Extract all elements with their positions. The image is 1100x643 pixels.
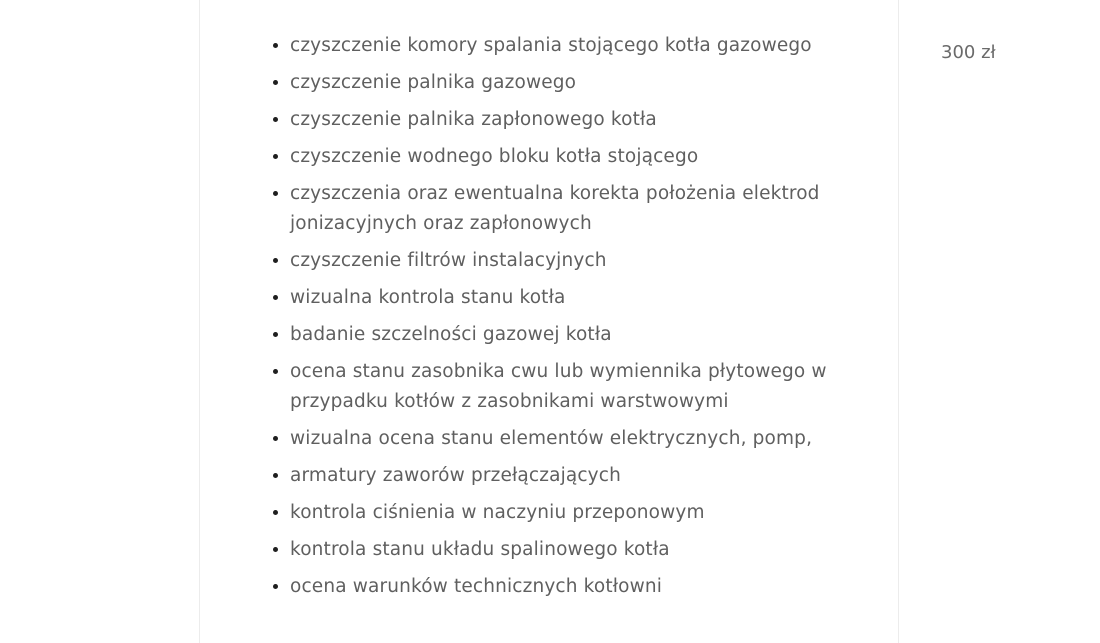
service-name-line [0,38,139,69]
column-divider-right [898,0,899,643]
list-item: • czyszczenie komory spalania stojącego kotła gazowego [290,31,890,62]
list-item: • czyszczenie filtrów instalacyjnych [290,246,890,277]
column-divider-left [199,0,200,643]
list-item: • wizualna kontrola stanu kotła [290,283,890,314]
list-item: • wizualna ocena stanu elementów elektrycznych, pomp, [290,424,890,455]
service-name-line [0,131,139,162]
service-name-line [0,100,139,131]
list-item: • czyszczenie palnika zapłonowego kotła [290,105,890,136]
list-item: • kontrola stanu układu spalinowego kotła [290,535,890,566]
service-name [0,38,139,162]
list-item: • ocena stanu zasobnika cwu lub wymiennika płytowego w przypadku kotłów z zasobnikami warstwowymi [290,357,890,418]
list-item: • armatury zaworów przełączających [290,461,890,492]
list-item: • czyszczenie wodnego bloku kotła stojącego [290,142,890,173]
price-value: 300 zł [941,42,996,63]
list-item: • kontrola ciśnienia w naczyniu przeponowym [290,498,890,529]
list-item: • czyszczenie palnika gazowego [290,68,890,99]
list-item: • ocena warunków technicznych kotłowni [290,572,890,603]
list-item: • badanie szczelności gazowej kotła [290,320,890,351]
service-name-line [0,69,139,100]
list-item: • czyszczenia oraz ewentualna korekta położenia elektrod jonizacyjnych oraz zapłonowych [290,179,890,240]
service-task-list [268,31,890,608]
